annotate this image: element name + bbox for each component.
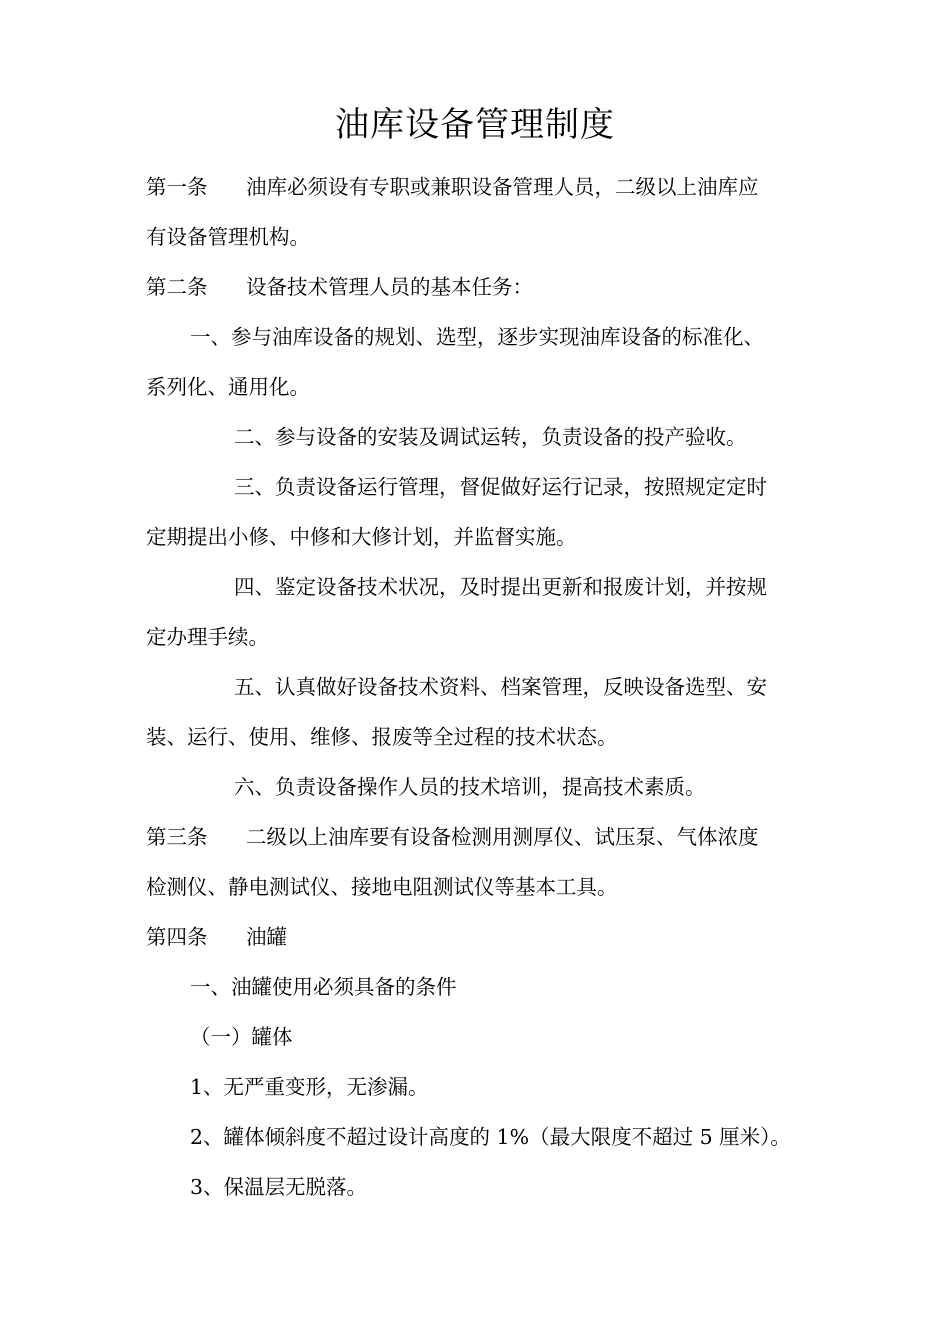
paragraph-text: 油罐 — [246, 925, 287, 949]
article-label: 第三条 — [146, 825, 208, 849]
task-6-line-1: 六、负责设备操作人员的技术培训，提高技术素质。 — [234, 775, 706, 799]
list-item: 3、保温层无脱落。 — [190, 1175, 368, 1199]
list-item: 2、罐体倾斜度不超过设计高度的 1%（最大限度不超过 5 厘米）。 — [190, 1125, 791, 1149]
paragraph-text: 设备技术管理人员的基本任务： — [246, 275, 533, 299]
task-4-line-2: 定办理手续。 — [146, 625, 269, 649]
article-1-line-1 — [146, 172, 759, 202]
paragraph-text: 油库必须设有专职或兼职设备管理人员，二级以上油库应 — [246, 175, 759, 199]
article-3-line-2: 检测仪、静电测试仪、接地电阻测试仪等基本工具。 — [146, 875, 618, 899]
article-2-line-1 — [146, 272, 533, 302]
paragraph-text: 二级以上油库要有设备检测用测厚仪、试压泵、气体浓度 — [246, 825, 759, 849]
task-1-line-2: 系列化、通用化。 — [146, 375, 310, 399]
task-3-line-1: 三、负责设备运行管理，督促做好运行记录，按照规定定时 — [234, 475, 767, 499]
task-5-line-2: 装、运行、使用、维修、报废等全过程的技术状态。 — [146, 725, 618, 749]
task-4-line-1: 四、鉴定设备技术状况，及时提出更新和报废计划，并按规 — [234, 575, 767, 599]
list-item: 1、无严重变形，无渗漏。 — [190, 1075, 429, 1099]
article-label: 第二条 — [146, 275, 208, 299]
article-4-line-1 — [146, 922, 287, 952]
task-3-line-2: 定期提出小修、中修和大修计划，并监督实施。 — [146, 525, 577, 549]
task-1-line-1: 一、参与油库设备的规划、选型，逐步实现油库设备的标准化、 — [190, 325, 764, 349]
document-title: 油库设备管理制度 — [335, 105, 615, 145]
article-1-line-2: 有设备管理机构。 — [146, 225, 310, 249]
section-heading: 一、油罐使用必须具备的条件 — [190, 975, 457, 999]
task-5-line-1: 五、认真做好设备技术资料、档案管理，反映设备选型、安 — [234, 675, 767, 699]
task-2-line-1: 二、参与设备的安装及调试运转，负责设备的投产验收。 — [234, 425, 747, 449]
article-label: 第四条 — [146, 925, 208, 949]
subsection-heading: （一）罐体 — [190, 1025, 293, 1049]
article-3-line-1 — [146, 822, 759, 852]
article-label: 第一条 — [146, 175, 208, 199]
